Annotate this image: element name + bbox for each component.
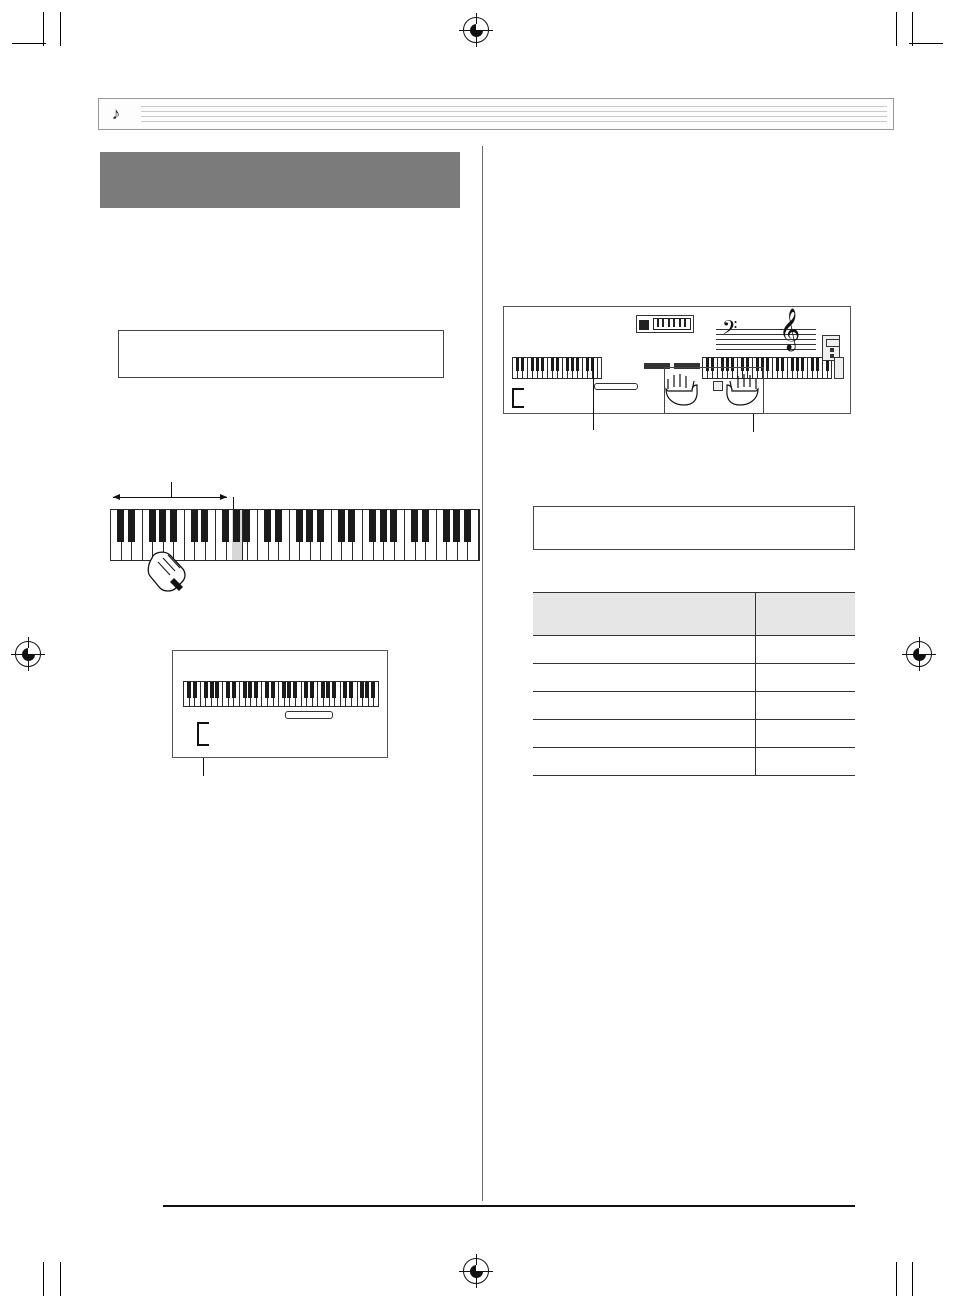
split-figure-leader-line — [203, 758, 204, 776]
panel-leader-line-left — [593, 360, 594, 430]
panel-figure — [503, 306, 851, 414]
panel-button-row[interactable] — [594, 383, 638, 390]
table-header-row — [533, 593, 855, 636]
crop-mark-bottom-left-inner-v — [60, 1262, 61, 1296]
table-cell — [533, 664, 755, 692]
table-row — [533, 636, 855, 664]
panel-leader-line-right — [753, 414, 754, 432]
note-box-right — [533, 506, 855, 550]
registration-mark-bottom — [463, 1258, 489, 1284]
intro-paragraph — [118, 232, 448, 316]
column-divider — [482, 146, 483, 1201]
operations-table — [533, 592, 855, 776]
pointing-hand-icon — [146, 548, 194, 593]
crop-mark-top-right-inner-v — [896, 12, 897, 46]
bottom-rule — [163, 1205, 855, 1207]
split-figure-lcd — [285, 711, 333, 719]
staff-line — [716, 344, 816, 345]
table-row — [533, 692, 855, 720]
keyboard-figure-split — [183, 681, 379, 707]
staff-line — [716, 349, 816, 350]
registration-mark-left — [15, 641, 41, 667]
crop-mark-top-right-h — [909, 43, 943, 44]
table-cell — [755, 692, 855, 720]
panel-side-button[interactable] — [834, 357, 844, 379]
eighth-note-icon: ♪ — [111, 104, 121, 123]
crop-mark-bottom-right-v — [912, 1262, 913, 1296]
crop-mark-bottom-left-v — [43, 1262, 44, 1296]
table-cell — [755, 748, 855, 776]
header-ruled-lines — [141, 104, 887, 124]
table-row — [533, 664, 855, 692]
hands-group-outline — [664, 367, 764, 414]
table-cell — [755, 664, 855, 692]
range-indicator — [113, 497, 227, 498]
panel-lcd-display — [636, 315, 694, 333]
right-body-text-1 — [503, 160, 853, 280]
table-cell — [755, 720, 855, 748]
left-body-text-2 — [118, 398, 448, 468]
crop-mark-top-left-v — [43, 12, 44, 46]
table-row — [533, 748, 855, 776]
note-box-left — [118, 330, 444, 378]
table-cell — [533, 720, 755, 748]
table-cell — [533, 636, 755, 664]
range-tick-center — [171, 482, 172, 498]
bracket-marker-icon — [195, 721, 211, 747]
crop-mark-top-right-v — [912, 12, 913, 46]
section-heading — [100, 152, 460, 208]
table-row — [533, 720, 855, 748]
panel-keyboard-left — [512, 357, 602, 379]
split-figure-box — [172, 650, 388, 758]
crop-mark-top-left-h — [12, 43, 46, 44]
registration-mark-right — [906, 641, 932, 667]
registration-mark-top — [463, 17, 489, 43]
bracket-marker-icon — [510, 387, 526, 409]
table-cell — [533, 748, 755, 776]
page-header-band — [98, 98, 894, 130]
table-header-cell-2 — [755, 593, 855, 636]
table-header-cell-1 — [533, 593, 755, 636]
bass-clef-icon: 𝄢 — [722, 317, 738, 344]
crop-mark-bottom-right-inner-v — [896, 1262, 897, 1296]
table-cell — [533, 692, 755, 720]
section-heading-label — [100, 152, 460, 171]
crop-mark-top-left-inner-v — [60, 12, 61, 46]
treble-clef-icon: 𝄞 — [779, 308, 801, 349]
table-cell — [755, 636, 855, 664]
